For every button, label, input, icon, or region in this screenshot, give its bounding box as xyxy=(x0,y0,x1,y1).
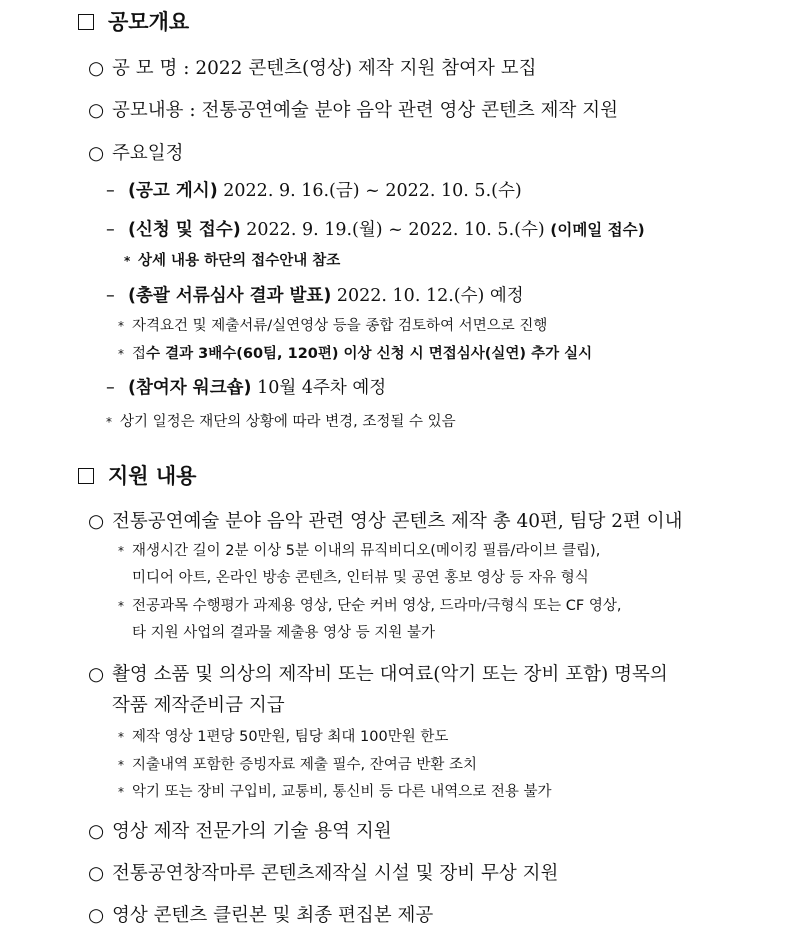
note-text: 상세 내용 하단의 접수안내 참조 xyxy=(138,253,341,269)
note-format xyxy=(118,543,600,560)
bullet-budget xyxy=(88,664,668,686)
schedule-item-application xyxy=(106,220,645,241)
bullet-text: 전통공연예술 분야 음악 관련 영상 콘텐츠 제작 총 40편, 팀당 2편 이내 xyxy=(112,511,683,532)
schedule-text: 2022. 9. 19.(월) ~ 2022. 10. 5.(수) xyxy=(240,220,551,240)
bullet-facility-support xyxy=(88,863,558,885)
bullet-text: 영상 제작 전문가의 기술 용역 지원 xyxy=(112,821,392,842)
circle-bullet-icon: ○ xyxy=(88,511,105,532)
note-text: 수 결과 3배수(60팀, 120편) 이상 신청 시 면접심사(실연) 추가 실시 xyxy=(146,346,593,362)
note-exclusions xyxy=(118,598,621,615)
circle-bullet-icon: ○ xyxy=(88,821,105,842)
schedule-item-workshop xyxy=(106,378,386,399)
section-title: 공모개요 xyxy=(108,10,190,34)
note-budget-limit xyxy=(118,729,448,746)
circle-bullet-icon: ○ xyxy=(88,58,105,79)
circle-bullet-icon: ○ xyxy=(88,664,105,685)
bullet-production xyxy=(88,511,683,533)
note-text: 자격요건 및 제출서류/실연영상 등을 종합 검토하여 서면으로 진행 xyxy=(132,318,548,334)
schedule-tail: (이메일 접수) xyxy=(550,221,645,239)
checkbox-square-icon xyxy=(78,14,94,30)
asterisk-icon: * xyxy=(124,254,131,268)
note-text: 제작 영상 1편당 50만원, 팀당 최대 100만원 한도 xyxy=(132,729,449,745)
bullet-project-name xyxy=(88,58,536,80)
note-evidence xyxy=(118,757,477,774)
schedule-footnote xyxy=(106,414,456,431)
bullet-text: 주요일정 xyxy=(112,143,184,164)
bullet-text: 공모내용 : 전통공연예술 분야 음악 관련 영상 콘텐츠 제작 지원 xyxy=(112,100,618,121)
schedule-label: (총괄 서류심사 결과 발표) xyxy=(128,286,332,306)
asterisk-icon: * xyxy=(118,319,124,333)
section-heading-support xyxy=(78,464,196,489)
note-text: 상기 일정은 재단의 상황에 따라 변경, 조정될 수 있음 xyxy=(120,414,456,430)
note-text: 재생시간 길이 2분 이상 5분 이내의 뮤직비디오(메이킹 필름/라이브 클립), xyxy=(132,543,601,559)
note-text: 지출내역 포함한 증빙자료 제출 필수, 잔여금 반환 조치 xyxy=(132,757,478,773)
schedule-item-results xyxy=(106,286,524,307)
circle-bullet-icon: ○ xyxy=(88,905,105,926)
dash-bullet-icon: – xyxy=(106,286,115,306)
bullet-schedule xyxy=(88,143,183,165)
circle-bullet-icon: ○ xyxy=(88,100,105,121)
note-continuation: 미디어 아트, 온라인 방송 콘텐츠, 인터뷰 및 공연 홍보 영상 등 자유 형식 xyxy=(132,570,589,586)
asterisk-icon: * xyxy=(118,758,124,772)
section-title: 지원 내용 xyxy=(108,464,197,488)
note-prohibited-use xyxy=(118,784,552,801)
bullet-project-content xyxy=(88,100,618,122)
note-text: 악기 또는 장비 구입비, 교통비, 통신비 등 다른 내역으로 전용 불가 xyxy=(132,784,552,800)
asterisk-icon: * xyxy=(118,730,124,744)
bullet-text: 전통공연창작마루 콘텐츠제작실 시설 및 장비 무상 지원 xyxy=(112,863,559,884)
schedule-text: 2022. 10. 12.(수) 예정 xyxy=(331,286,524,306)
schedule-text: 2022. 9. 16.(금) ~ 2022. 10. 5.(수) xyxy=(217,181,522,201)
asterisk-icon: * xyxy=(118,544,124,558)
dash-bullet-icon: – xyxy=(106,378,115,398)
note-text: 전공과목 수행평가 과제용 영상, 단순 커버 영상, 드라마/극형식 또는 CF 영상, xyxy=(132,598,622,614)
note-lead: 접 xyxy=(132,346,147,362)
schedule-label: (공고 게시) xyxy=(128,181,218,201)
bullet-text: 공 모 명 : 2022 콘텐츠(영상) 제작 지원 참여자 모집 xyxy=(112,58,537,79)
note-review xyxy=(118,318,547,335)
bullet-text: 영상 콘텐츠 클린본 및 최종 편집본 제공 xyxy=(112,905,434,926)
circle-bullet-icon: ○ xyxy=(88,143,105,164)
schedule-label: (참여자 워크숍) xyxy=(128,378,252,398)
circle-bullet-icon: ○ xyxy=(88,863,105,884)
asterisk-icon: * xyxy=(106,415,112,429)
section-heading-overview xyxy=(78,10,189,35)
dash-bullet-icon: – xyxy=(106,181,115,201)
bullet-text: 촬영 소품 및 의상의 제작비 또는 대여료(악기 또는 장비 포함) 명목의 xyxy=(112,664,668,685)
note-interview xyxy=(118,346,592,363)
schedule-text: 10월 4주차 예정 xyxy=(251,378,387,398)
checkbox-square-icon xyxy=(78,468,94,484)
bullet-final-edit xyxy=(88,905,433,927)
note-application xyxy=(124,253,340,270)
bullet-continuation: 작품 제작준비금 지급 xyxy=(112,695,285,716)
note-continuation: 타 지원 사업의 결과물 제출용 영상 등 지원 불가 xyxy=(132,625,436,641)
schedule-label: (신청 및 접수) xyxy=(128,220,241,240)
asterisk-icon: * xyxy=(118,785,124,799)
schedule-item-announcement xyxy=(106,181,522,202)
dash-bullet-icon: – xyxy=(106,220,115,240)
bullet-expert-support xyxy=(88,821,392,843)
asterisk-icon: * xyxy=(118,347,124,361)
asterisk-icon: * xyxy=(118,599,124,613)
